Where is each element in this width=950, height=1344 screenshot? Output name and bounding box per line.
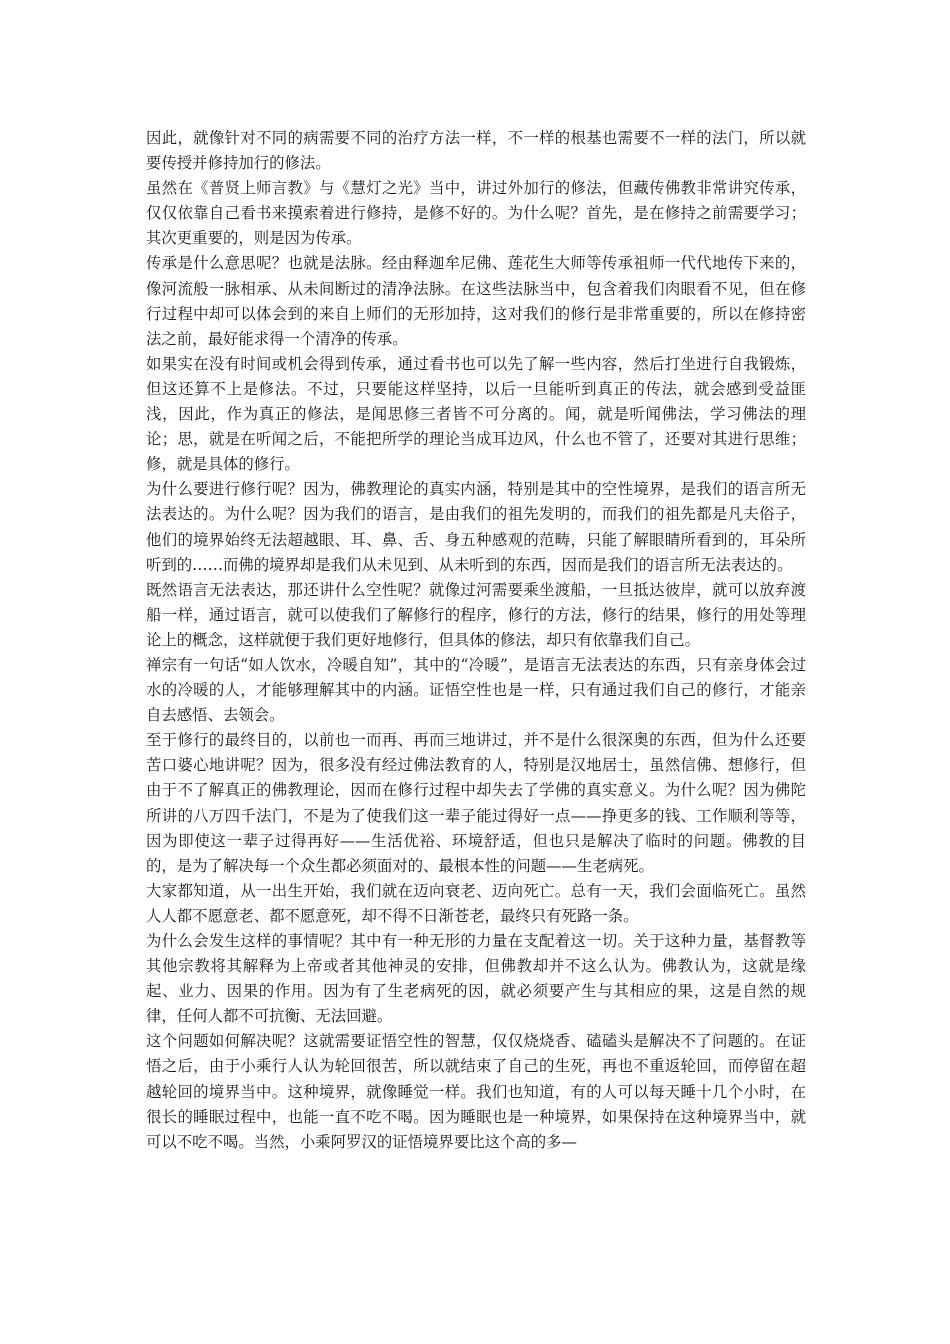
paragraph-2: 虽然在《普贤上师言教》与《慧灯之光》当中，讲过外加行的修法，但藏传佛教非常讲究传承，仅仅依靠自己看书来摸索着进行修持，是修不好的。为什么呢？首先，是在修持之前需要学习；其次更重要的，则是因为传承。 (146, 179, 806, 248)
document-page (146, 126, 806, 1155)
paragraph-10: 为什么会发生这样的事情呢？其中有一种无形的力量在支配着这一切。关于这种力量，基督教等其他宗教将其解释为上帝或者其他神灵的安排，但佛教却并不这么认为。佛教认为，这就是缘起、业力、因果的作用。因为有了生老病死的因，就必须要产生与其相应的果，这是自然的规律，任何人都不可抗衡、无法回避。 (146, 932, 806, 1026)
paragraph-8: 至于修行的最终目的，以前也一而再、再而三地讲过，并不是什么很深奥的东西，但为什么还要苦口婆心地讲呢？因为，很多没有经过佛法教育的人，特别是汉地居士，虽然信佛、想修行，但由于不了解真正的佛教理论，因而在修行过程中却失去了学佛的真实意义。为什么呢？因为佛陀所讲的八万四千法门，不是为了使我们这一辈子能过得好一点——挣更多的钱、工作顺利等等，因为即使这一辈子过得再好——生活优裕、环境舒适，但也只是解决了临时的问题。佛教的目的，是为了解决每一个众生都必须面对的、最根本性的问题——生老病死。 (146, 731, 806, 875)
paragraph-9: 大家都知道，从一出生开始，我们就在迈向衰老、迈向死亡。总有一天，我们会面临死亡。虽然人人都不愿意老、都不愿意死，却不得不日渐苍老，最终只有死路一条。 (146, 881, 806, 925)
paragraph-1: 因此，就像针对不同的病需要不同的治疗方法一样，不一样的根基也需要不一样的法门，所以就要传授并修持加行的修法。 (146, 129, 806, 173)
paragraph-11: 这个问题如何解决呢？这就需要证悟空性的智慧，仅仅烧烧香、磕磕头是解决不了问题的。在证悟之后，由于小乘行人认为轮回很苦，所以就结束了自己的生死，再也不重返轮回，而停留在超越轮回的境界当中。这种境界，就像睡觉一样。我们也知道，有的人可以每天睡十几个小时，在很长的睡眠过程中，也能一直不吃不喝。因为睡眠也是一种境界，如果保持在这种境界当中，就可以不吃不喝。当然，小乘阿罗汉的证悟境界要比这个高的多— (146, 1032, 806, 1151)
paragraph-5: 为什么要进行修行呢？因为，佛教理论的真实内涵，特别是其中的空性境界，是我们的语言所无法表达的。为什么呢？因为我们的语言，是由我们的祖先发明的，而我们的祖先都是凡夫俗子，他们的境界始终无法超越眼、耳、鼻、舌、身五种感观的范畴，只能了解眼睛所看到的，耳朵所听到的……而佛的境界却是我们从未见到、从未听到的东西，因而是我们的语言所无法表达的。 (146, 480, 806, 574)
paragraph-3: 传承是什么意思呢？也就是法脉。经由释迦牟尼佛、莲花生大师等传承祖师一代代地传下来的，像河流般一脉相承、从未间断过的清净法脉。在这些法脉当中，包含着我们肉眼看不见，但在修行过程中却可以体会到的来自上师们的无形加持，这对我们的修行是非常重要的，所以在修持密法之前，最好能求得一个清净的传承。 (146, 254, 806, 348)
paragraph-4: 如果实在没有时间或机会得到传承，通过看书也可以先了解一些内容，然后打坐进行自我锻炼，但这还算不上是修法。不过，只要能这样坚持，以后一旦能听到真正的传法，就会感到受益匪浅，因此，作为真正的修法，是闻思修三者皆不可分离的。闻，就是听闻佛法，学习佛法的理论；思，就是在听闻之后，不能把所学的理论当成耳边风，什么也不管了，还要对其进行思维；修，就是具体的修行。 (146, 354, 806, 474)
paragraph-7: 禅宗有一句话“如人饮水，冷暖自知”，其中的“冷暖”，是语言无法表达的东西，只有亲身体会过水的冷暖的人，才能够理解其中的内涵。证悟空性也是一样，只有通过我们自己的修行，才能亲自去感悟、去领会。 (146, 655, 806, 725)
paragraph-6: 既然语言无法表达，那还讲什么空性呢？就像过河需要乘坐渡船，一旦抵达彼岸，就可以放弃渡船一样，通过语言，就可以使我们了解修行的程序，修行的方法，修行的结果，修行的用处等理论上的概念，这样就便于我们更好地修行，但具体的修法，却只有依靠我们自己。 (146, 580, 806, 649)
